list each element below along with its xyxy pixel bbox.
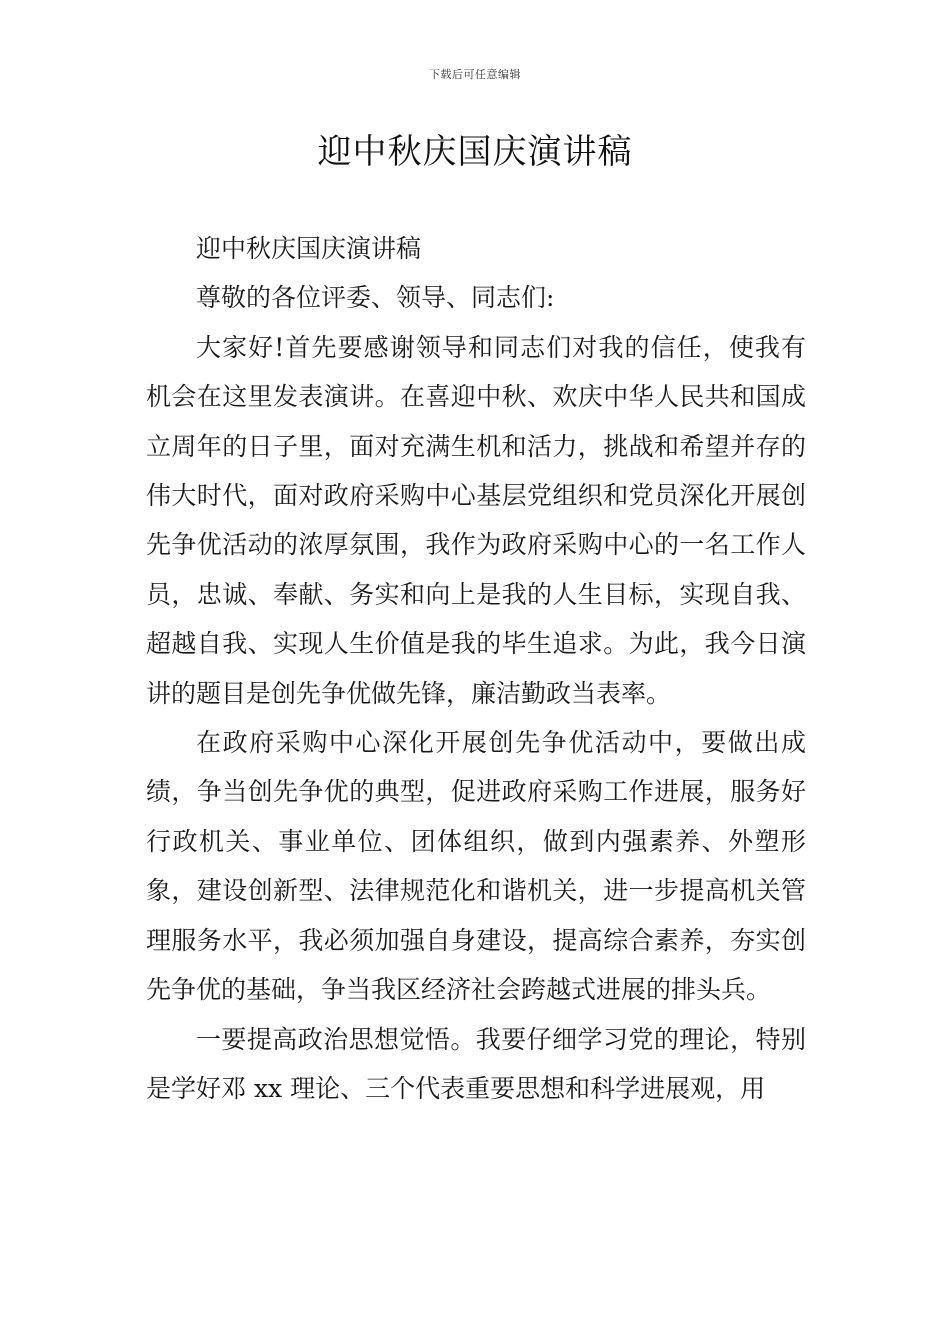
paragraph-point-one: 一要提高政治思想觉悟。我要仔细学习党的理论，特别是学好邓 xx 理论、三个代表重要思想和科学进展观，用 — [146, 1024, 806, 1103]
document-body — [146, 224, 806, 1113]
paragraph-body: 在政府采购中心深化开展创先争优活动中，要做出成绩，争当创先争优的典型，促进政府采购工作进展，服务好行政机关、事业单位、团体组织，做到内强素养、外塑形象，建设创新型、法律规范化和谐机关，进一步提高机关管理服务水平，我必须加强自身建设，提高综合素养，夯实创先争优的基础，争当我区经济社会跨越式进展的排头兵。 — [146, 728, 806, 1005]
page-title: 迎中秋庆国庆演讲稿 — [317, 132, 633, 172]
paragraph-subtitle: 迎中秋庆国庆演讲稿 — [196, 234, 422, 263]
paragraph-salutation: 尊敬的各位评委、领导、同志们: — [196, 283, 555, 313]
header-note: 下载后可任意编辑 — [429, 68, 521, 81]
paragraph-intro: 大家好!首先要感谢领导和同志们对我的信任，使我有机会在这里发表演讲。在喜迎中秋、欢庆中华人民共和国成立周年的日子里，面对充满生机和活力，挑战和希望并存的伟大时代，面对政府采购中心基层党组织和党员深化开展创先争优活动的浓厚氛围，我作为政府采购中心的一名工作人员，忠诚、奉献、务实和向上是我的人生目标，实现自我、超越自我、实现人生价值是我的毕生追求。为此，我今日演讲的题目是创先争优做先锋，廉洁勤政当表率。 — [146, 332, 806, 708]
